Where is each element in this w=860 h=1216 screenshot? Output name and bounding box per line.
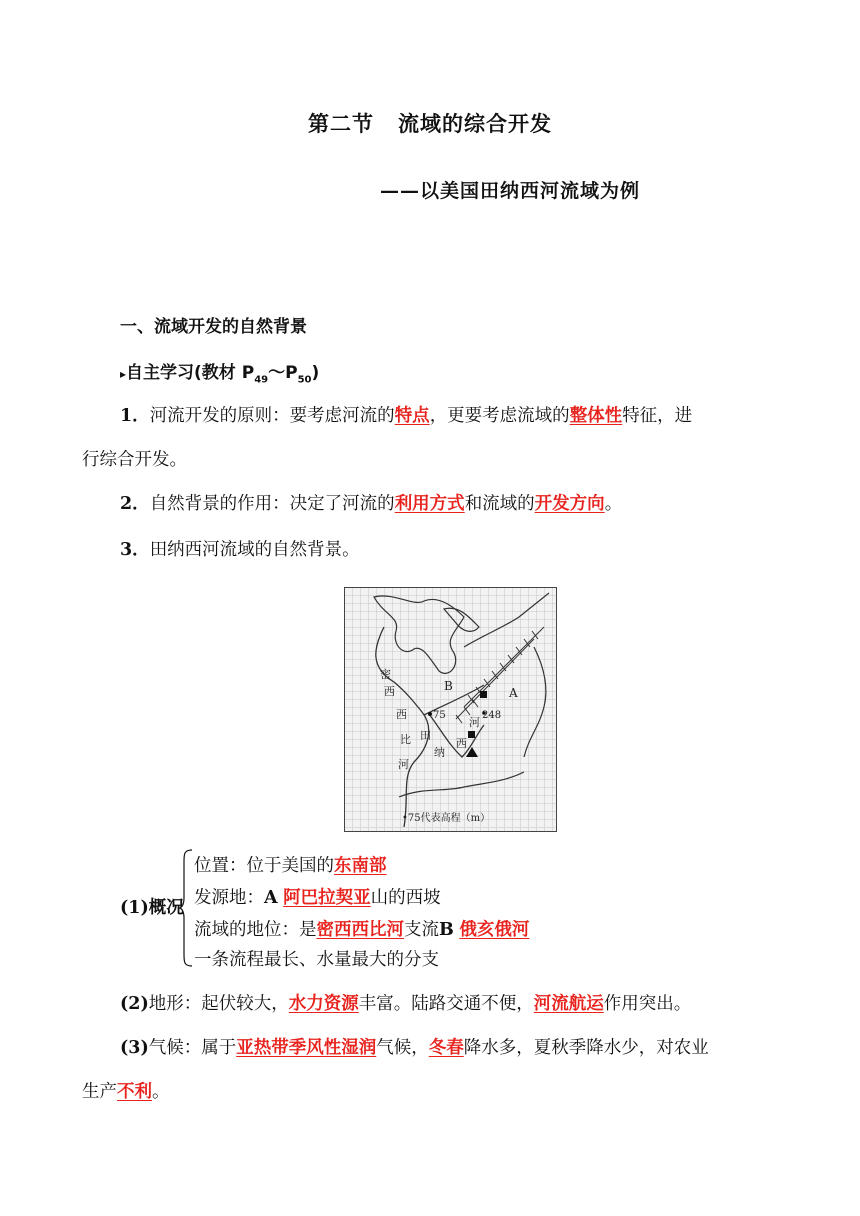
page-title	[0, 108, 860, 138]
map-legend: •75代表高程（m）	[402, 813, 491, 824]
answer-blank: 东南部	[334, 856, 387, 876]
answer-blank: 利用方式	[394, 494, 465, 514]
answer-blank: 亚热带季风性湿润	[236, 1038, 377, 1058]
map-label-b: B	[444, 679, 453, 693]
triangle-marker-icon: ▸	[120, 367, 127, 381]
overview-row-source: 发源地：A 阿巴拉契亚山的西坡	[194, 888, 441, 908]
overview-row-location: 位置：位于美国的东南部	[194, 856, 387, 876]
map-label: 密	[380, 668, 391, 681]
map-label: 西	[396, 708, 407, 721]
map-label: 比	[400, 733, 411, 746]
page-subtitle: ——以美国田纳西河流域为例	[380, 180, 641, 202]
answer-blank: 不利	[117, 1082, 152, 1102]
climate-line: (3)气候：属于亚热带季风性湿润气候，冬春降水多，夏秋季降水少，对农业	[120, 1038, 709, 1058]
item-1: 1．河流开发的原则：要考虑河流的特点，更要考虑流域的整体性特征，进	[120, 406, 693, 426]
map-label: 西	[384, 685, 395, 698]
map-label-a: A	[509, 686, 518, 700]
map-label: 西	[456, 737, 467, 750]
self-study-heading: ▸自主学习(教材 $P_{49}\sim P_{50}$)	[120, 363, 320, 386]
map-label: 田	[420, 729, 431, 742]
answer-blank: 开发方向	[534, 494, 605, 514]
answer-blank: 水力资源	[288, 994, 359, 1014]
map-label: 河	[398, 758, 409, 771]
answer-blank: 河流航运	[533, 994, 604, 1014]
item-2: 2．自然背景的作用：决定了河流的利用方式和流域的开发方向。	[120, 494, 623, 514]
answer-blank: 特点	[394, 406, 430, 426]
overview-row-status: 流域的地位：是密西西比河支流B 俄亥俄河	[194, 920, 530, 940]
map-label: 河	[469, 716, 480, 729]
square-marker	[468, 731, 475, 738]
overview-label: (1)概况	[120, 898, 184, 918]
answer-blank: 俄亥俄河	[459, 920, 530, 940]
tennessee-basin-map	[344, 587, 557, 832]
overview-row-branch: 一条流程最长、水量最大的分支	[194, 950, 439, 970]
brace-icon	[178, 848, 194, 968]
item-1-cont: 行综合开发。	[82, 450, 187, 470]
terrain-line: (2)地形：起伏较大，水力资源丰富。陆路交通不便，河流航运作用突出。	[120, 994, 692, 1014]
section-number: 第二节	[308, 112, 374, 136]
elevation-label: 248	[482, 710, 502, 721]
map-label: 纳	[434, 746, 445, 759]
answer-blank: 整体性	[569, 406, 623, 426]
climate-line-cont: 生产不利。	[82, 1082, 170, 1102]
answer-blank: 冬春	[428, 1038, 464, 1058]
elevation-label: 75	[433, 710, 446, 721]
answer-blank: 密西西比河	[316, 920, 404, 940]
answer-blank: 阿巴拉契亚	[283, 888, 371, 908]
source-square-marker	[480, 691, 487, 698]
section-title: 流域的综合开发	[398, 112, 552, 136]
item-3: 3．田纳西河流域的自然背景。	[120, 540, 360, 560]
section-heading: 一、流域开发的自然背景	[120, 317, 307, 337]
